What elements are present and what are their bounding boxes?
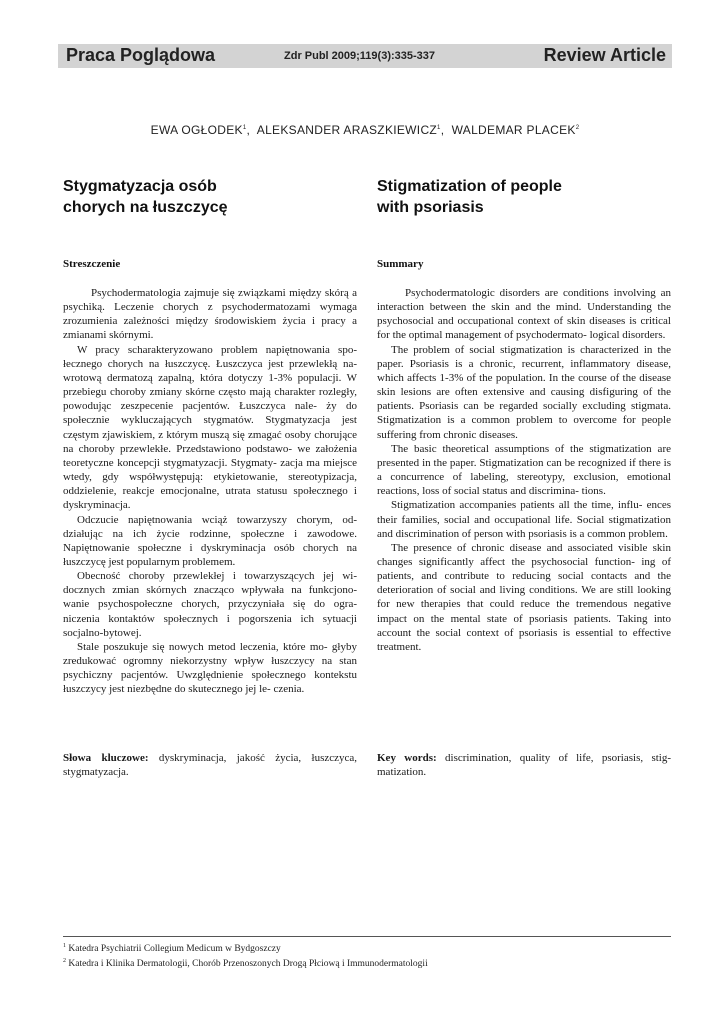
abstract-paragraph: The presence of chronic disease and associated visible skin changes significantly affect the psychosocial function- ing of patients, and contribute to reducing social contacts and the deterioration of social and living conditions. We are still looking for new therapies that could reduce the tremendous negative impact on the mental state of psoriasis patients. Taking into account the social context of psoriasis is essential to effective treatment. <box>377 541 671 653</box>
footnotes <box>63 940 428 970</box>
keywords-pl <box>63 751 357 779</box>
keywords-label: Słowa kluczowe: <box>63 752 149 764</box>
abstract-paragraph: Odczucie napiętnowania wciąż towarzyszy chorym, od- działując na ich życie rodzinne, społeczne i zawodowe. Napiętnowanie społeczne i dyskryminacja osób chorych na łuszczycę jest popularnym problemem. <box>63 513 357 568</box>
keywords-text: dyskryminacja, jakość życia, łuszczyca, stygmatyzacja. <box>63 752 358 778</box>
abstract-paragraph: The basic theoretical assumptions of the stigmatization are presented in the paper. Stigmatization can be recognized if there is a concurrence of labeling, stereotypy, exclusion, emotional reactions, loss of social status and discrimina- tions. <box>377 442 671 498</box>
footnote-text: Katedra i Klinika Dermatologii, Chorób Przenoszonych Drogą Płciową i Immunodermatologii <box>68 959 428 970</box>
abstract-heading-pl: Streszczenie <box>63 258 121 270</box>
abstract-paragraph: W pracy scharakteryzowano problem napiętnowania spo- łecznego chorych na łuszczycę. Łuszczyca jest przewlekłą na- wrotową dermatozą zapalną, która dotyczy 1-3% populacji. W przebiegu choroby zmiany skórne często mają charakter rozległy, powodując zeszpecenie pacjentów. Łuszczyca nale- ży do społecznie wykluczających stygmatów. Stygmatyzacja jest częstym zjawiskiem, z którym muszą się zmagać osoby chorujące na choroby przewlekłe. Przedstawiono podstawo- we założenia teoretyczne koncepcji stygmatyzacji. Stygmaty- zacja ma miejsce wtedy, gdy współwystępują: etykietowanie, stereotypizacja, oddzielenie, reakcje emocjonalne, utrata statusu społecznego i dyskryminacja. <box>63 343 357 512</box>
keywords-text: discrimination, quality of life, psoriasis, stig- matization. <box>377 752 672 778</box>
author-list: EWA OGŁODEK$^1$, ALEKSANDER ARASZKIEWICZ$^1$, WALDEMAR PLACEK$^2$ <box>150 123 580 137</box>
footnote <box>63 940 428 955</box>
abstract-paragraph: Psychodermatologic disorders are conditions involving an interaction between the skin and the mind. Understanding the psychosocial and occupational context of skin diseases is critical for the optimal management of psychodermato- logical disorders. <box>377 287 671 342</box>
abstract-body-en <box>377 286 671 654</box>
header-citation: Zdr Publ 2009;119(3):335-337 <box>284 50 436 62</box>
title-line: Stigmatization of people <box>377 178 562 195</box>
keywords-en <box>377 751 671 779</box>
keywords-label: Key words: <box>377 752 437 764</box>
title-line: with psoriasis <box>377 199 484 216</box>
abstract-paragraph: Psychodermatologia zajmuje się związkami między skórą a psychiką. Leczenie chorych z psychodermatozami wymaga zrozumienia zależności między środowiskiem życia i pracy a zmianami skórnymi. <box>63 287 357 342</box>
header-section-pl: Praca Poglądowa <box>66 45 216 65</box>
author-affiliation-mark: 1 <box>242 125 247 131</box>
abstract-heading-en: Summary <box>377 258 424 270</box>
article-title-en <box>377 176 667 218</box>
footnote-mark: 2 <box>63 958 66 965</box>
author-name: ALEKSANDER ARASZKIEWICZ <box>256 123 438 137</box>
header-section-en: Review Article <box>543 45 666 65</box>
author-affiliation-mark: 2 <box>575 125 580 131</box>
abstract-paragraph: Obecność choroby przewlekłej i towarzyszących jej wi- docznych zmian skórnych znacząco wpływała na funkcjono- wanie psychospołeczne chorych, przyczyniała się do ogra- niczenia kontaktów społecznych i pogorszenia ich sytuacji socjalno-bytowej. <box>63 570 357 639</box>
footnote-text: Katedra Psychiatrii Collegium Medicum w Bydgoszczy <box>68 944 281 955</box>
abstract-paragraph: Stale poszukuje się nowych metod leczenia, które mo- głyby zredukować ogromny niekorzystny wpływ łuszczycy na stan psychiczny pacjentów. Uwzględnienie społecznego kontekstu łuszczycy jest niezbędne do skutecznego jej le- czenia. <box>63 640 357 696</box>
abstract-paragraph: The problem of social stigmatization is characterized in the paper. Psoriasis is a chronic, recurrent, inflammatory disease, which affects 1-3% of the population. In the course of the disease skin lesions are often extensive and causing disfiguring of the patients. Psoriasis can be regarded socially excluding stigmata. Stigmatization is a common problem to overcome for people suffering from chronic diseases. <box>377 343 671 441</box>
author-name: EWA OGŁODEK <box>150 123 243 137</box>
title-line: chorych na łuszczycę <box>63 199 228 216</box>
abstract-paragraph: Stigmatization accompanies patients all the time, influ- ences their families, social and occupational life. Social stigmatization and discrimination of person with psoriasis is a common problem. <box>377 499 671 540</box>
author-affiliation-mark: 1 <box>437 125 441 131</box>
journal-header-bar <box>58 44 672 68</box>
abstract-body-pl <box>63 286 357 697</box>
footnote-divider <box>63 936 671 937</box>
footnote-mark: 1 <box>63 943 66 949</box>
title-line: Stygmatyzacja osób <box>63 178 217 195</box>
author-name: WALDEMAR PLACEK <box>451 123 576 137</box>
footnote <box>63 955 428 970</box>
article-title-pl <box>63 176 353 218</box>
